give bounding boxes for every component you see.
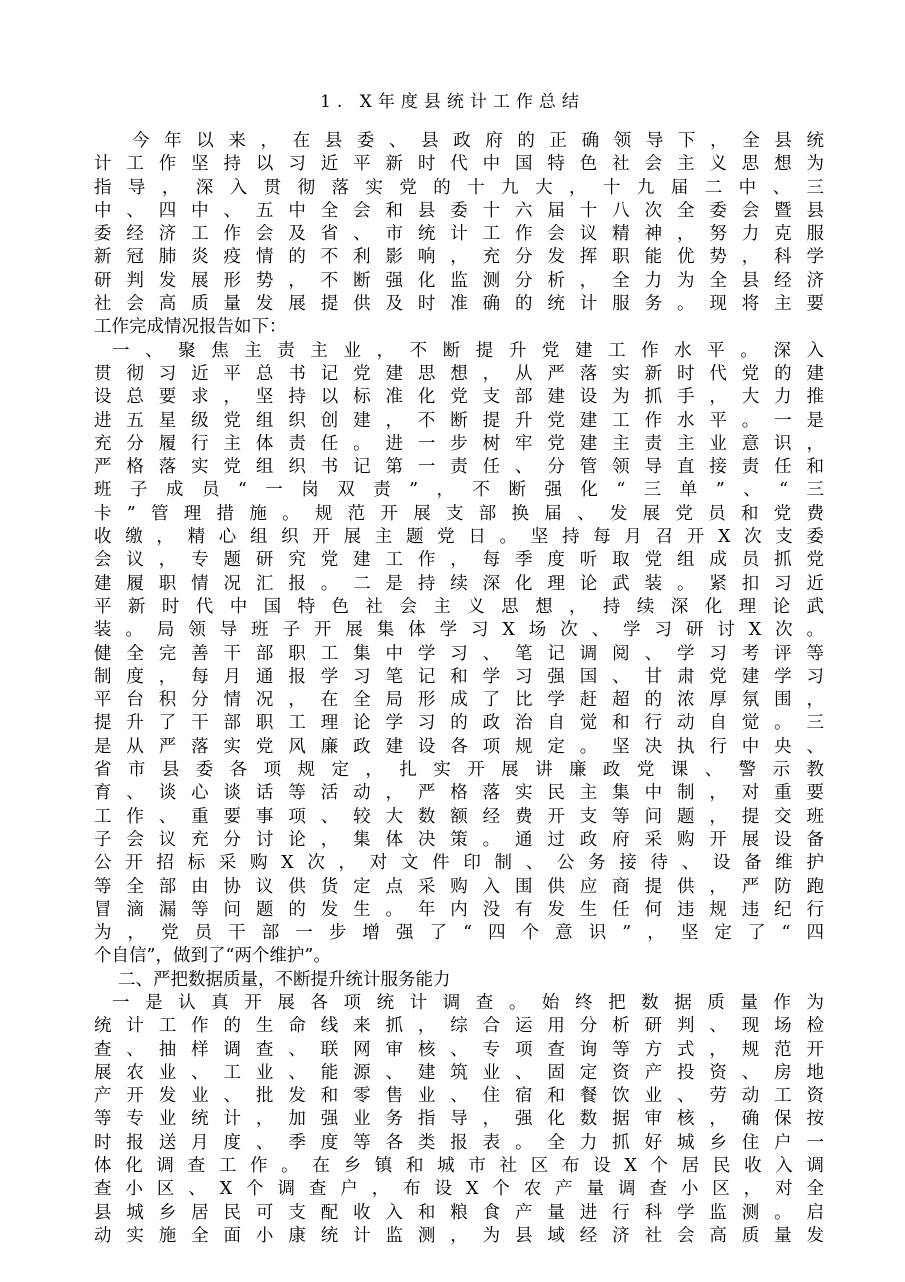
text-line: 新冠肺炎疫情的不利影响，充分发挥职能优势，科学 [94,247,824,268]
text-line: 健全完善干部职工集中学习、笔记调阅、学习考评等 [94,643,824,664]
text-line: 省市县委各项规定，扎实开展讲廉政党课、警示教 [94,760,824,781]
text-line: 子会议充分讨论，集体决策。通过政府采购开展设备 [94,829,824,850]
text-line: 委经济工作会及省、市统计工作会议精神，努力克服 [94,224,824,245]
text-line: 体化调查工作。在乡镇和城市社区布设X个居民收入调 [94,1156,824,1177]
text-line: 工作、重要事项、较大数额经费开支等问题，提交班 [94,806,824,827]
section-heading-line: 二、严把数据质量，不断提升统计服务能力 [118,969,451,990]
text-line: 个自信”，做到了“两个维护”。 [94,946,331,967]
text-line: 等全部由协议供货定点采购入围供应商提供，严防跑 [94,876,824,897]
text-line: 收缴，精心组织开展主题党日。坚持每月召开X次支委 [94,527,824,548]
text-line: 计工作坚持以习近平新时代中国特色社会主义思想为 [94,154,824,175]
text-line: 卡”管理措施。规范开展支部换届、发展党员和党费 [94,503,824,524]
text-line: 时报送月度、季度等各类报表。全力抓好城乡住户一 [94,1132,824,1153]
text-line: 会议，专题研究党建工作，每季度听取党组成员抓党 [94,550,824,571]
text-line: 为，党员干部一步增强了“四个意识”，坚定了“四 [94,923,824,944]
text-line: 育、谈心谈话等活动，严格落实民主集中制，对重要 [94,783,824,804]
text-line: 设总要求，坚持以标准化党支部建设为抓手，大力推 [94,387,824,408]
text-line: 指导，深入贯彻落实党的十九大，十九届二中、三 [94,177,824,198]
text-line: 平新时代中国特色社会主义思想，持续深化理论武 [94,596,824,617]
text-line: 社会高质量发展提供及时准确的统计服务。现将主要 [94,294,824,315]
text-line: 建履职情况汇报。二是持续深化理论武装。紧扣习近 [94,573,824,594]
text-line: 进五星级党组织创建，不断提升党建工作水平。一是 [94,410,824,431]
text-line: 查小区、X个调查户，布设X个农产量调查小区，对全 [94,1179,824,1200]
text-line: 装。局领导班子开展集体学习X场次、学习研讨X次。 [94,620,824,641]
text-line: 产开发业、批发和零售业、住宿和餐饮业、劳动工资 [94,1086,824,1107]
text-line: 冒滴漏等问题的发生。年内没有发生任何违规违纪行 [94,899,824,920]
text-line: 研判发展形势，不断强化监测分析，全力为全县经济 [94,270,824,291]
text-line: 公开招标采购X次，对文件印制、公务接待、设备维护 [94,853,824,874]
text-line: 今年以来，在县委、县政府的正确领导下，全县统 [132,131,824,151]
document-body [94,130,824,1248]
text-line: 等专业统计，加强业务指导，强化数据审核，确保按 [94,1109,824,1130]
text-line: 提升了干部职工理论学习的政治自觉和行动自觉。三 [94,713,824,734]
text-line: 查、抽样调查、联网审核、专项查询等方式，规范开 [94,1039,824,1060]
text-line: 县城乡居民可支配收入和粮食产量进行科学监测。启 [94,1202,824,1223]
text-line: 充分履行主体责任。进一步树牢党建主责主业意识， [94,433,824,454]
text-line: 制度，每月通报学习笔记和学习强国、甘肃党建学习 [94,666,824,687]
text-line: 中、四中、五中全会和县委十六届十八次全委会暨县 [94,200,824,221]
text-line: 严格落实党组织书记第一责任、分管领导直接责任和 [94,457,824,478]
text-line: 是从严落实党风廉政建设各项规定。坚决执行中央、 [94,736,824,757]
text-line: 动实施全面小康统计监测，为县域经济社会高质量发 [94,1225,824,1246]
text-line: 一是认真开展各项统计调查。始终把数据质量作为 [112,992,824,1013]
text-line: 统计工作的生命线来抓，综合运用分析研判、现场检 [94,1016,824,1037]
text-line: 展农业、工业、能源、建筑业、固定资产投资、房地 [94,1062,824,1083]
text-line: 平台积分情况，在全局形成了比学赶超的浓厚氛围， [94,690,824,711]
text-line: 班子成员“一岗双责”，不断强化“三单”、“三 [94,480,824,501]
text-line: 贯彻习近平总书记党建思想，从严落实新时代党的建 [94,363,824,384]
section-heading-line: 一、聚焦主责主业，不断提升党建工作水平。深入 [112,340,824,361]
text-line: 工作完成情况报告如下： [94,317,287,338]
document-title: 1. X年度县统计工作总结 [320,92,585,112]
